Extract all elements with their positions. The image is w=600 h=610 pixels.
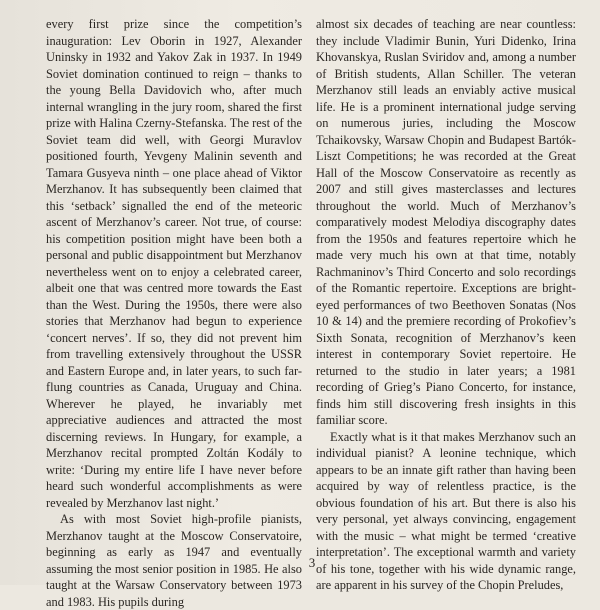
right-paragraph-2: Exactly what is it that makes Merzhanov such an individual pianist? A leonine technique, which appears to be an innate gift rather than having been acquired by way of relentless practice, is the obvious foundation of his art. But there is also his very personal, yet always convincing, engagement with the music – what might be termed ‘creative interpretation’. The exceptional warmth and variety of his tone, together with his wide dynamic range, are apparent in his survey of the Chopin Preludes, [316, 429, 576, 592]
right-paragraph-1: almost six decades of teaching are near countless: they include Vladimir Bunin, Yuri Didenko, Irina Khovanskya, Ruslan Sviridov and, among a number of British students, Allan Schiller. The veteran Merzhanov still leads an enviably active musical life. He is a prominent international judge serving on numerous juries, including the Moscow Tchaikovsky, Warsaw Chopin and Budapest Bartók-Liszt Competitions; he was recorded at the Great Hall of the Moscow Conservatoire as recently as 2007 and still gives masterclasses and lectures throughout the world. Much of Merzhanov’s comparatively modest Melodiya discography dates from the 1950s and features repertoire which he made very much his own at that time, notably Rachmaninov’s Third Concerto and solo recordings of the Romantic repertoire. Exceptions are bright-eyed performances of two Beethoven Sonatas (Nos 10 & 14) and the premiere recording of Prokofiev’s Sixth Sonata, recognition of Merzhanov’s keen interest in contemporary Soviet repertoire. He returned to the studio in later years; a 1981 recording of Grieg’s Piano Concerto, for instance, finds him still discovering fresh insights in this familiar score. [316, 17, 576, 427]
left-column [46, 16, 302, 610]
right-column [316, 16, 576, 594]
left-paragraph-1: every first prize since the competition’s inauguration: Lev Oborin in 1927, Alexander Uninsky in 1932 and Yakov Zak in 1937. In 1949 Soviet domination continued to reign – thanks to the young Bella Davidovich who, after much internal wrangling in the jury room, shared the first prize with Halina Czerny-Stefanska. The rest of the Soviet team did well, with Georgi Muravlov positioned fourth, Yevgeny Malinin seventh and Tamara Gusyeva ninth – one place ahead of Viktor Merzhanov. It has subsequently been claimed that this ‘setback’ signalled the end of the meteoric ascent of Merzhanov’s career. Not true, of course: his competition position might have been both a personal and public disappointment but Merzhanov nevertheless went on to enjoy a celebrated career, albeit one that was centred more towards the East than the West. During the 1950s, there were also stories that Merzhanov had begun to experience ‘concert nerves’. If so, they did not prevent him from travelling extensively throughout the USSR and Eastern Europe and, in later years, to such far-flung countries as Canada, Uruguay and China. Wherever he played, he invariably met appreciative audiences and attracted the most discerning reviews. In Hungary, for example, a Merzhanov recital prompted Zoltán Kodály to write: ‘During my entire life I have never before heard such wonderful accomplishments as were revealed by Merzhanov last night.’ [46, 17, 302, 510]
page-number: 3 [308, 555, 316, 570]
left-paragraph-2: As with most Soviet high-profile pianists, Merzhanov taught at the Moscow Conservatoire, beginning as early as 1947 and eventually assuming the most senior position in 1985. He also taught at the Warsaw Conservatory between 1973 and 1983. His pupils during [46, 512, 302, 609]
